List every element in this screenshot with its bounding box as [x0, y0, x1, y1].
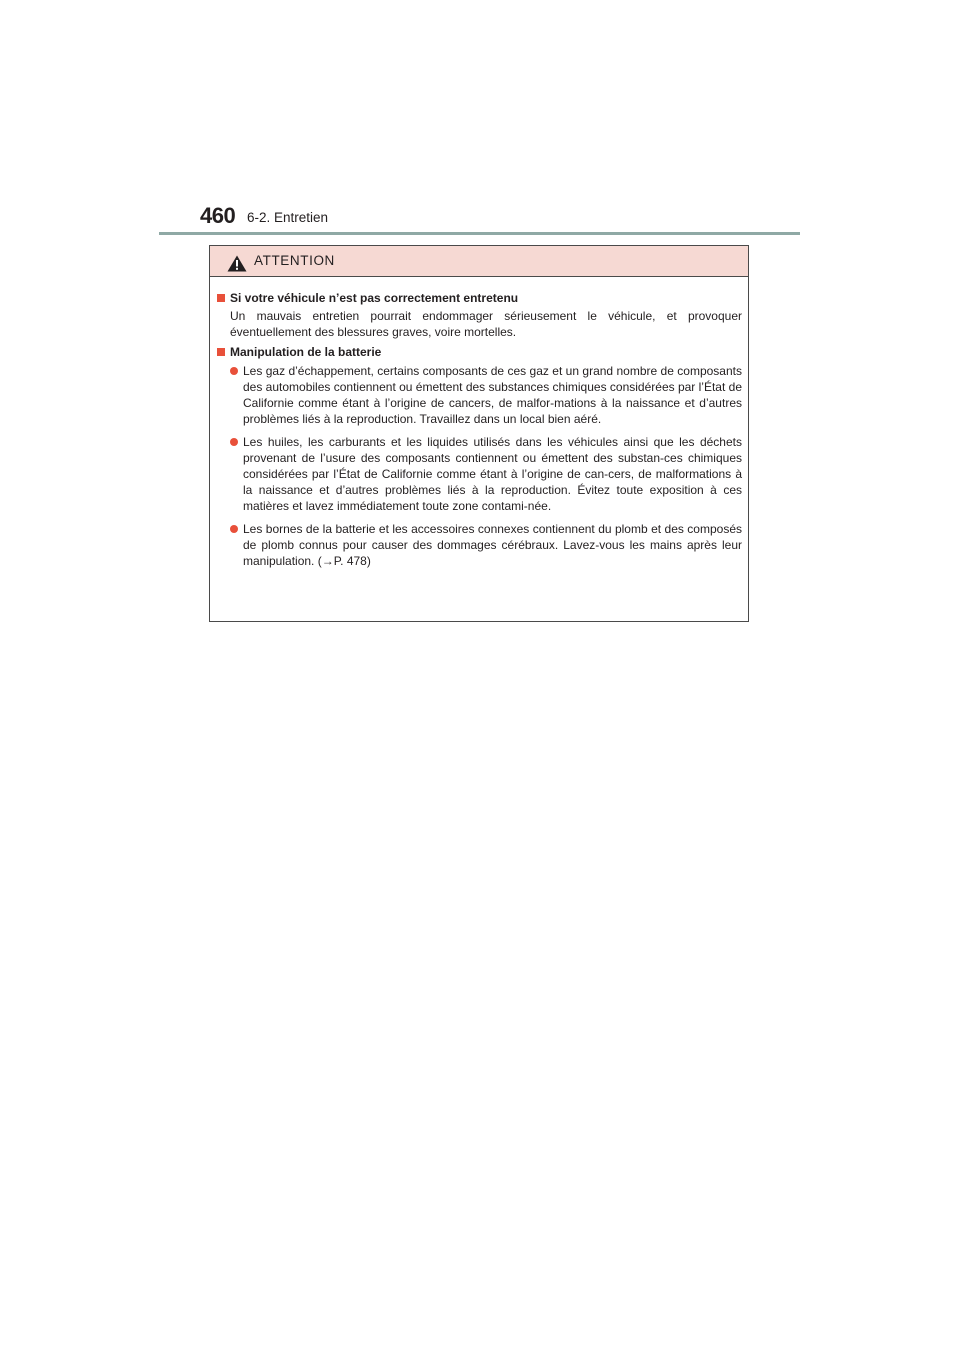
section-heading: [216, 344, 742, 360]
section-heading-text: Si votre véhicule n’est pas correctement entretenu: [230, 291, 519, 305]
section-paragraph: Un mauvais entretien pourrait endommager sérieusement le véhicule, et provoquer éventuellement des blessures graves, voire mortelles.: [230, 309, 742, 339]
warning-header: [210, 246, 748, 277]
circle-bullet-icon: [230, 367, 238, 375]
circle-bullet-icon: [230, 525, 238, 533]
bullet-text: Les gaz d’échappement, certains composants de ces gaz et un grand nombre de composants des automobiles contiennent ou émettent des substances chimiques considérées par l’État de Californie comme étant à l’origine de cancers, de malfor-mations à la naissance et d’autres problèmes liés à la reproduction. Travaillez dans un local bien aéré.: [243, 364, 742, 426]
square-bullet-icon: [217, 294, 225, 302]
bullet-item: [230, 363, 742, 431]
warning-label: ATTENTION: [254, 253, 335, 268]
section-title: 6-2. Entretien: [247, 210, 329, 225]
bullet-item: [230, 521, 742, 573]
circle-bullet-icon: [230, 438, 238, 446]
warning-body: [210, 277, 748, 573]
bullet-item: [230, 434, 742, 518]
warning-triangle-icon: [227, 255, 247, 272]
warning-box: [209, 245, 749, 622]
bullet-text: Les bornes de la batterie et les accessoires connexes contiennent du plomb et des composés de plomb connus pour causer des dommages cérébraux. Lavez-vous les mains après leur manipulation. (→P. 478): [243, 522, 742, 568]
section-heading-text: Manipulation de la batterie: [230, 345, 382, 359]
page-number: 460: [200, 203, 236, 228]
bullet-text: Les huiles, les carburants et les liquides utilisés dans les véhicules ainsi que les déchets provenant de l’usure des composants contiennent ou émettent des substan-ces chimiques considérées par l’État de Californie comme étant à l’origine de can-cers, de malformations à la naissance et d’autres problèmes liés à la reproduction. Évitez toute exposition à ces matières et lavez immédiatement toute zone contami-née.: [243, 435, 742, 513]
section-heading: [216, 290, 742, 306]
square-bullet-icon: [217, 348, 225, 356]
header-rule: [159, 232, 800, 235]
